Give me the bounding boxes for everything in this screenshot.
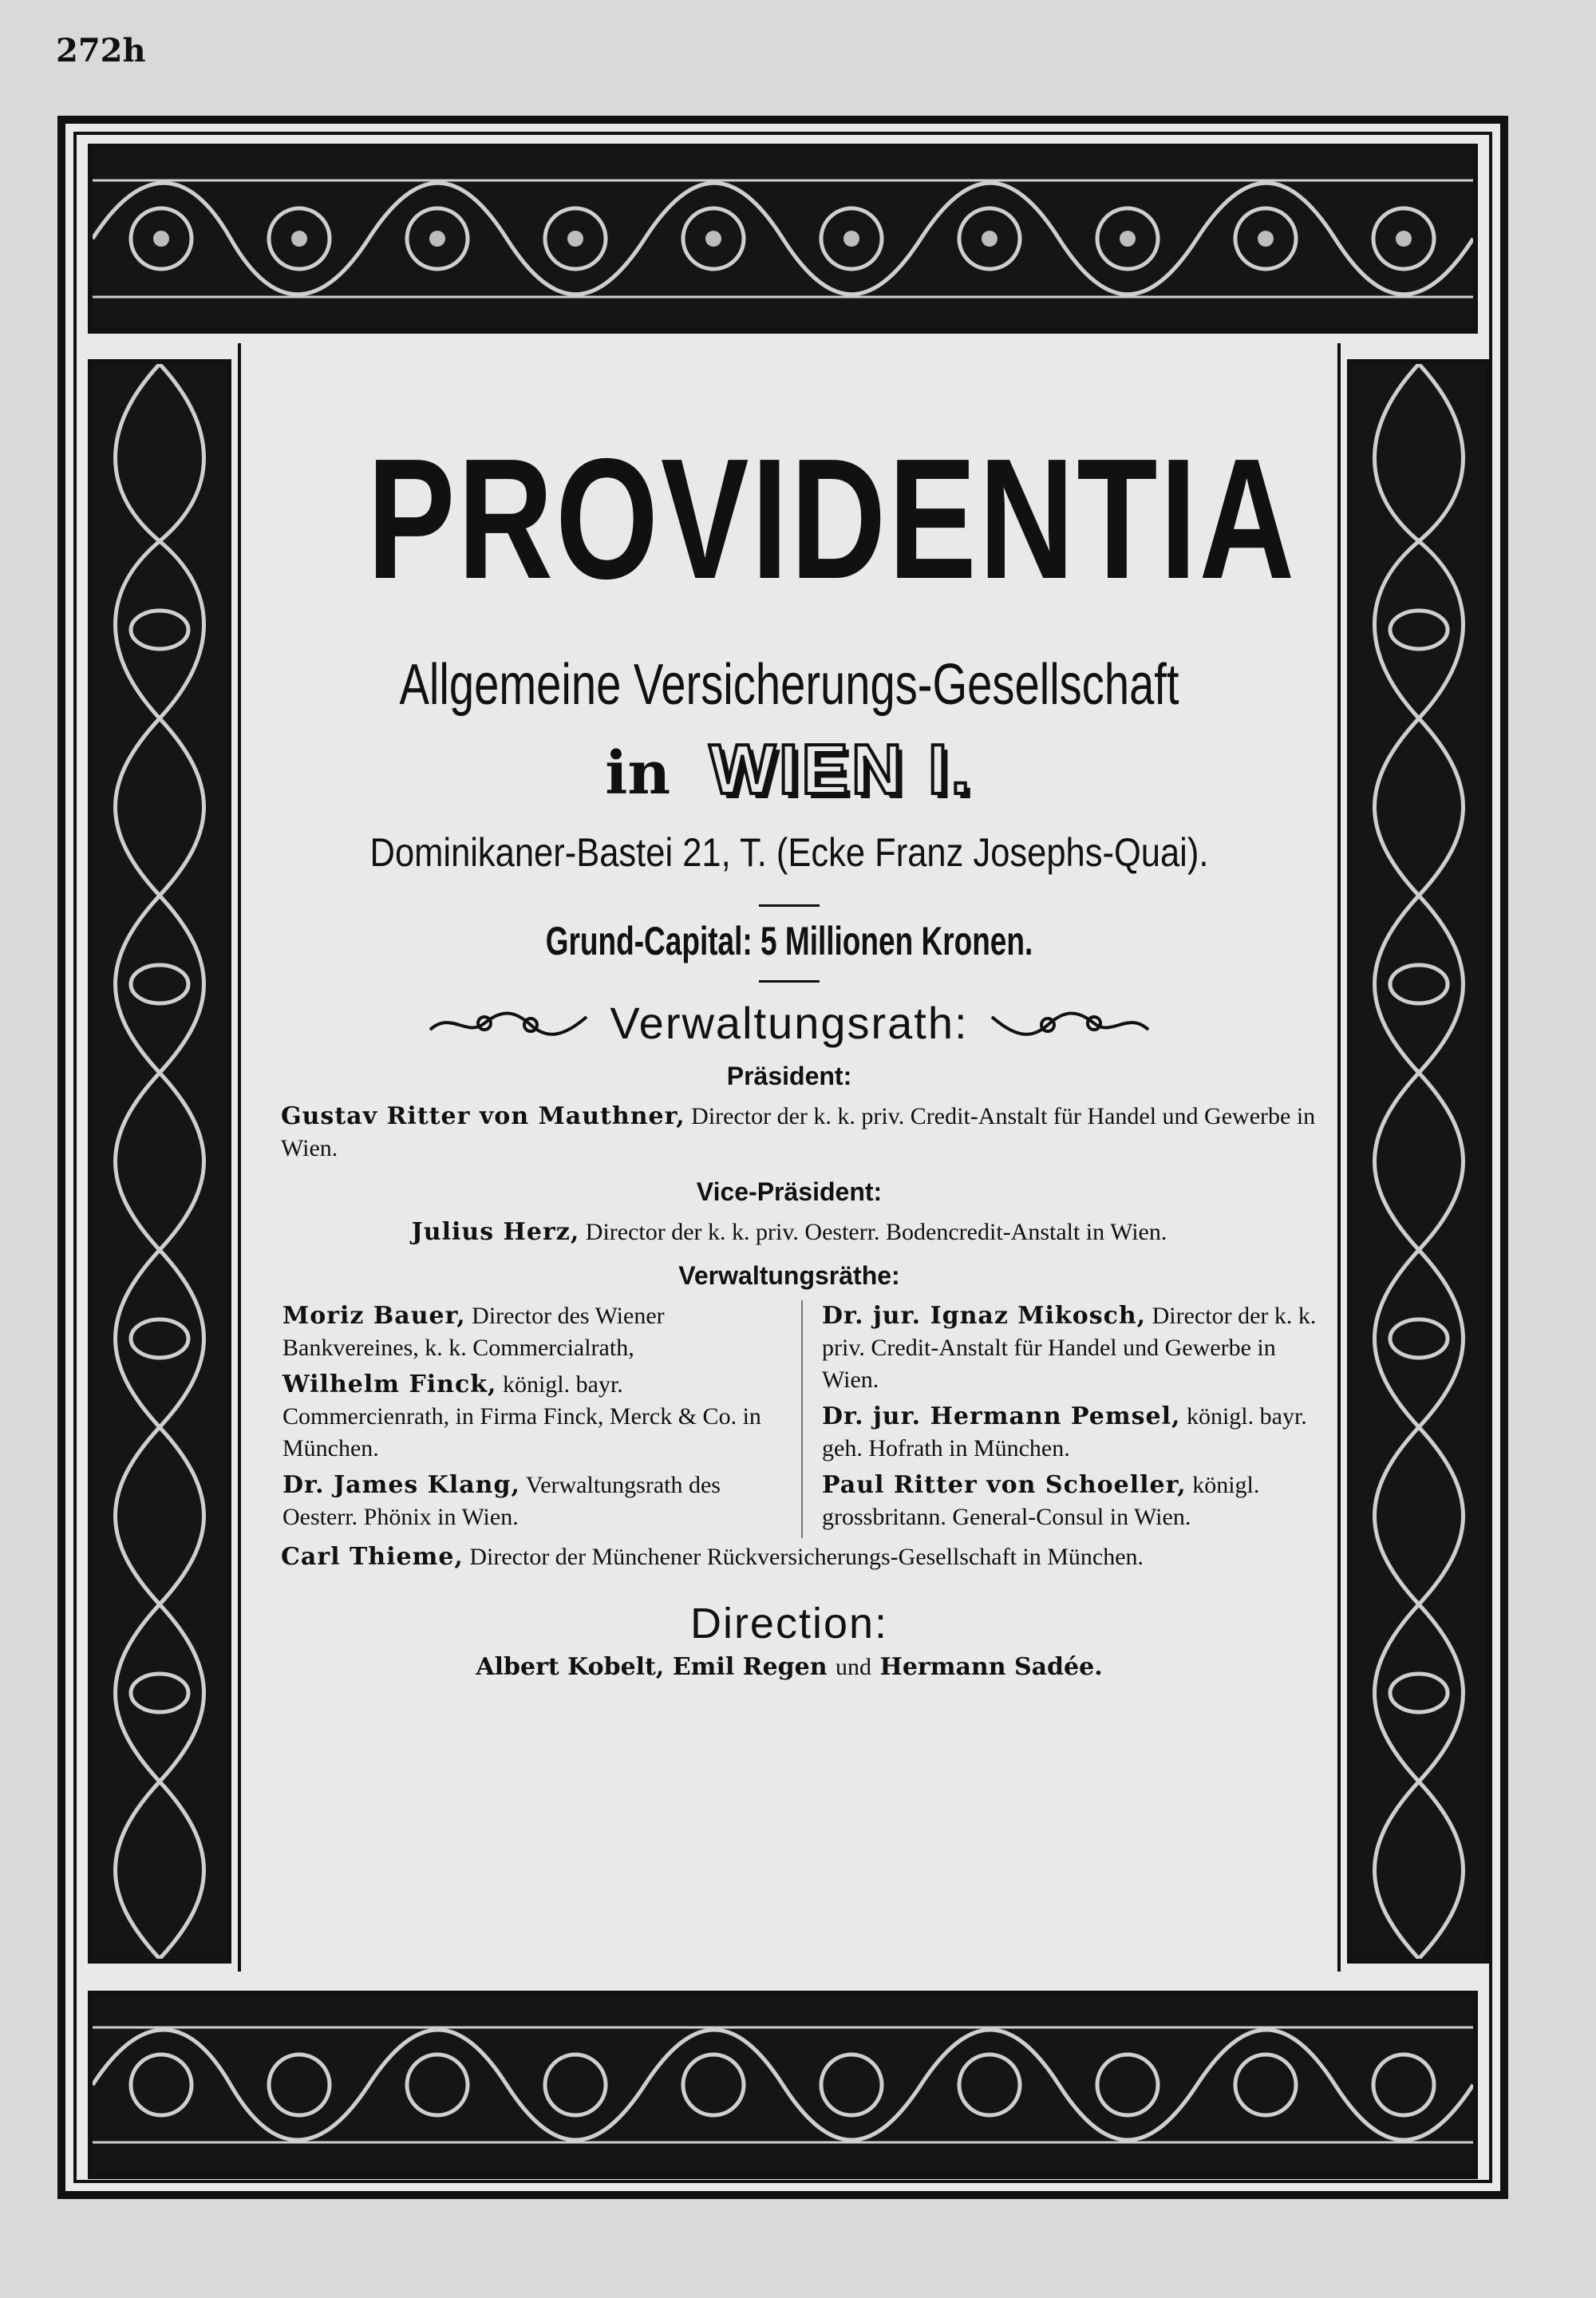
director-name: Albert Kobelt, [476, 1653, 665, 1681]
city-name: WIEN I. [709, 730, 974, 809]
page-number: 272h [56, 32, 146, 69]
president-name: Gustav Ritter von Mauthner, [281, 1102, 685, 1130]
board-members-grid [241, 1300, 1337, 1538]
board-member [822, 1401, 1320, 1465]
president-entry [241, 1101, 1337, 1165]
flourish-right-icon [988, 1006, 1152, 1041]
left-ornamental-column [88, 359, 231, 1964]
vice-president-entry [241, 1216, 1337, 1248]
divider [759, 980, 820, 983]
company-title: PROVIDENTIA [367, 422, 1298, 615]
board-members-right [801, 1300, 1320, 1538]
director-name: Emil Regen [672, 1653, 828, 1681]
board-member [822, 1300, 1320, 1396]
board-members-left [282, 1300, 801, 1538]
member-name: Wilhelm Finck, [282, 1370, 497, 1398]
conjunction: und [836, 1654, 872, 1680]
member-name: Carl Thieme, [281, 1543, 464, 1571]
company-address: Dominikaner-Bastei 21, T. (Ecke Franz Josephs-Quai). [369, 830, 1209, 875]
top-ornamental-band [88, 144, 1478, 334]
board-member-wide [241, 1541, 1337, 1573]
president-role: Präsident: [726, 1062, 852, 1090]
member-description: Director des Wiener Bankvereines, k. k. Commercialrath, [282, 1303, 665, 1361]
director-name: Hermann Sadée. [879, 1653, 1103, 1681]
direction-names [241, 1653, 1337, 1681]
bottom-ornamental-band [88, 1991, 1478, 2179]
board-heading-row [241, 997, 1337, 1049]
member-name: Dr. jur. Hermann Pemsel, [822, 1402, 1181, 1430]
vice-president-name: Julius Herz, [411, 1218, 580, 1246]
company-subtitle: Allgemeine Versicherungs-Gesellschaft [399, 653, 1179, 717]
board-member [282, 1300, 782, 1364]
advertisement-content [238, 343, 1341, 1972]
flourish-left-icon [427, 1006, 591, 1041]
member-description: königl. bayr. Commercienrath, in Firma Finck, Merck & Co. in München. [282, 1371, 761, 1461]
board-member [282, 1469, 782, 1533]
city-line [241, 729, 1337, 810]
vice-president-role: Vice-Präsident: [696, 1177, 883, 1206]
share-capital: Grund-Capital: 5 Millionen Kronen. [545, 919, 1033, 963]
president-description: Director der k. k. priv. Credit-Anstalt für Handel und Gewerbe in Wien. [281, 1103, 1316, 1161]
city-prefix: in [605, 739, 671, 808]
member-name: Dr. James Klang, [282, 1471, 520, 1499]
board-heading: Verwaltungsrath: [610, 998, 969, 1048]
member-description: königl. bayr. geh. Hofrath in München. [822, 1403, 1307, 1461]
direction-heading: Direction: [689, 1600, 889, 1647]
divider [759, 904, 820, 907]
member-description: königl. grossbritann. General-Consul in Wien. [822, 1472, 1260, 1530]
member-description: Director der k. k. priv. Credit-Anstalt für Handel und Gewerbe in Wien. [822, 1303, 1317, 1393]
member-name: Paul Ritter von Schoeller, [822, 1471, 1187, 1499]
right-ornamental-column [1347, 359, 1491, 1964]
board-member [282, 1369, 782, 1465]
member-name: Moriz Bauer, [282, 1302, 466, 1330]
members-role: Verwaltungsräthe: [678, 1261, 900, 1290]
board-member [822, 1469, 1320, 1533]
vice-president-description: Director der k. k. priv. Oesterr. Bodencredit-Anstalt in Wien. [585, 1219, 1167, 1245]
member-description: Verwaltungsrath des Oesterr. Phönix in Wien. [282, 1472, 721, 1530]
member-description: Director der Münchener Rückversicherungs-Gesellschaft in München. [469, 1544, 1144, 1570]
member-name: Dr. jur. Ignaz Mikosch, [822, 1302, 1147, 1330]
